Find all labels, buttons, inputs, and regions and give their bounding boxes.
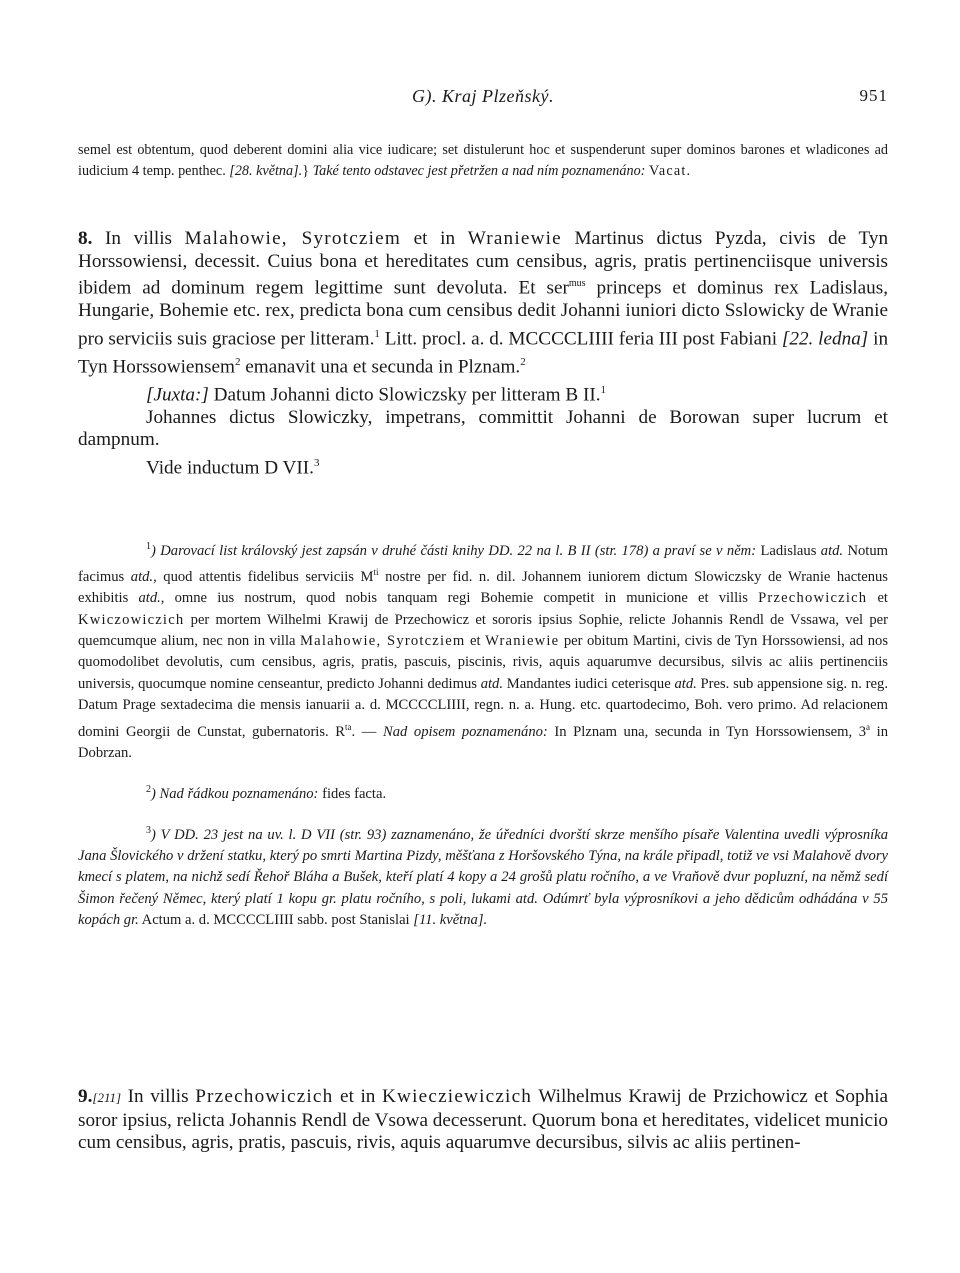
entry-text: Datum Johanni dicto Slowiczsky per litteram B II.: [213, 384, 601, 406]
superscript: ta: [345, 721, 352, 732]
entry-8: [78, 228, 888, 480]
place-name: Kwiczowiczich: [78, 611, 185, 628]
footnote-mark: 3: [146, 824, 151, 836]
footnote-atd: atd.: [130, 568, 154, 585]
brace-mark: }: [302, 163, 310, 179]
footnote-text: Ladislaus: [760, 542, 817, 559]
footnote-italic: ) V DD. 23 jest na uv. l. D VII (str. 93) zaznamenáno, že úředníci dvorští skrze menšího písaře Valentina uvedli výprosníka Jana Šlovického v držení statku, který po smrti Martina Pizdy, měšťana z Horšovského Týna, na krále připadl, totiž ve vsi Malahově dvory kmecí s platem, na nichž sedí Řehoř Bláha a Bušek, kteří platí 4 kopy a 24 grošů platu ročního, a ve Vraňově dvur popluzní, na němž sedí Šimon řečený Němec, který platí 1 kopu gr. platu ročního, s poli, lukami atd. Odúmrť byla výprosníkovi a jeho dědicům odhádána v 55 kopách gr.: [78, 826, 888, 929]
footnote-text: Mandantes iudici ceterisque: [506, 675, 671, 692]
place-name: Przechowiczich: [758, 590, 868, 607]
place-name: Wraniewie: [485, 632, 560, 649]
place-name: Przechowiczich: [195, 1086, 334, 1107]
entry-text: Litt. procl. a. d. MCCCCLIIII feria III post Fabiani: [384, 328, 778, 350]
footnote-text: In Plznam una, secunda in Tyn Horssowiensem, 3: [554, 723, 867, 740]
folio-marker: [211]: [92, 1090, 122, 1105]
footnote-2: [78, 779, 888, 805]
entry-text: Vide inductum D VII.: [146, 457, 314, 479]
footnote-text: , quod attentis fidelibus serviciis M: [153, 568, 374, 585]
footnote-italic: Nad opisem poznamenáno:: [382, 723, 548, 740]
footnote-italic: ) Darovací list královský jest zapsán v druhé části knihy DD. 22 na l. B II (str. 178) a praví se v něm:: [151, 542, 757, 559]
page-number: 951: [859, 86, 888, 105]
entry-text: Wilhelmus Krawij de Przichowicz et Sophia soror ipsius, relicta Johannis Rendl de Vsowa decesserunt. Quorum bona et hereditates, videlicet municio cum censibus, agris, pratis, pascuis, rivis, aquis aquarumve decursibus, silvis ac aliis pertinen-: [78, 1086, 889, 1154]
footnote-text: per mortem Wilhelmi Krawij de Przechowicz et sororis ipsius Sophie, relicte Johannis Rendl de Vssawa, vel per quemcumque alium, nec non in villa: [78, 611, 889, 649]
superscript: mus: [568, 278, 586, 290]
footnote-atd: atd.: [138, 590, 161, 607]
entry-text: in Tyn Horssowiensem: [78, 328, 889, 378]
footnote-text: Pres. sub appensione sig. n. reg. Datum Prage sextadecima die mensis ianuarii a. d. MCCCCLIIII, regn. n. a. Hung. etc. quartodecimo, Boh. vero primo.: [78, 675, 888, 714]
footnote-text: Ad relacionem domini Georgii de Cunstat, gubernatoris. R: [78, 697, 889, 740]
running-head: [78, 86, 888, 110]
footnote-text: fides facta.: [322, 785, 387, 802]
superscript: ti: [373, 566, 379, 577]
footnote-ref: 1: [600, 383, 607, 396]
footnote-ref: 2: [520, 355, 526, 368]
footnotes: [78, 521, 888, 932]
footnote-text: et: [470, 632, 481, 649]
footnote-3: [78, 820, 888, 932]
footnote-atd: atd.: [674, 675, 697, 692]
footnote-text: per obitum Martini, civis de Tyn Horssowiensi, ad nos quomodolibet devolutis, cum censibus, agris, pratis, pascuis, piscinis, rivis, aquis aquarumve decursibus, silvis ac aliis pertinenciis universis, quocumque nomine censeantur, predicto Johanni dedimus: [78, 632, 888, 692]
footnote-ref: 3: [313, 456, 320, 469]
entry-number: 9.: [78, 1086, 93, 1107]
footnote-text: Notum facimus: [78, 542, 888, 585]
entry-text: In villis: [105, 228, 173, 249]
running-title: G). Kraj Plzeňský.: [412, 86, 554, 106]
date-note: [11. května].: [413, 912, 488, 929]
entry-text: princeps et dominus rex Ladislaus, Hungarie, Bohemie etc. rex, predicta bona cum censibus dedit Johanni iuniori dicto Sslowicky de Wranie pro serviciis suis graciose per litteram.: [78, 277, 888, 350]
footnote-text: . —: [351, 723, 377, 740]
footnote-italic: ) Nad řádkou poznamenáno:: [151, 785, 319, 802]
continuation-text: semel est obtentum, quod deberent domini alia vice iudicare; set distulerunt hoc et suspenderunt super dominos barones et wladicones ad iudicium 4 temp. penthec.: [78, 142, 888, 179]
place-name: Wraniewie: [467, 228, 562, 249]
superscript: a: [866, 721, 871, 732]
juxta-mark: [Juxta:]: [146, 384, 209, 406]
place-names: Malahowie, Syrotcziem: [184, 228, 401, 249]
entry-text: Martinus dictus Pyzda, civis de Tyn Horssowiensi, decessit. Cuius bona et hereditates cum censibus, agris, pratis pertinenciisque universis ibidem ad dominum regem legittime sunt devoluta. Et ser: [78, 228, 889, 299]
entry-text: In villis: [127, 1086, 189, 1107]
footnote-text: Actum a. d. MCCCCLIIII sabb. post Stanislai: [141, 912, 410, 929]
continuation-date-note: [28. května].: [229, 163, 303, 179]
footnote-text: in Dobrzan.: [78, 723, 888, 761]
date-note: [22. ledna]: [781, 328, 869, 350]
footnote-mark: 1: [146, 540, 151, 552]
entry-text: et in: [413, 228, 456, 249]
footnote-1: [78, 536, 888, 765]
footnote-text: nostre per fid. n. dil. Johannem iuniorem dictum Slowiczsky de Wranie hactenus exhibitis: [78, 568, 888, 607]
continuation-remark: Také tento odstavec jest přetržen a nad ním poznamenáno:: [312, 163, 646, 179]
entry-9: [78, 1086, 888, 1155]
place-names: Malahowie, Syrotcziem: [300, 632, 466, 649]
footnote-text: , omne ius nostrum, quod nobis tanquam regi Bohemie competit in municione et villis: [160, 590, 748, 607]
entry-number: 8.: [78, 228, 93, 249]
footnote-mark: 2: [146, 783, 151, 795]
entry-text: Johannes dictus Slowiczky, impetrans, committit Johanni de Borowan super lucrum et dampnum.: [78, 406, 888, 451]
footnote-atd: atd.: [480, 675, 503, 692]
place-name: Kwiecziewiczich: [382, 1086, 533, 1107]
footnote-text: et: [877, 590, 888, 607]
vacat-mark: Vacat.: [648, 163, 692, 179]
entry-text: et in: [340, 1086, 376, 1107]
continuation-paragraph: [78, 140, 888, 182]
footnote-atd: atd.: [820, 542, 844, 559]
entry-text: emanavit una et secunda in Plznam.: [245, 356, 521, 378]
footnote-ref: 1: [374, 327, 380, 340]
footnote-ref: 2: [234, 355, 241, 368]
